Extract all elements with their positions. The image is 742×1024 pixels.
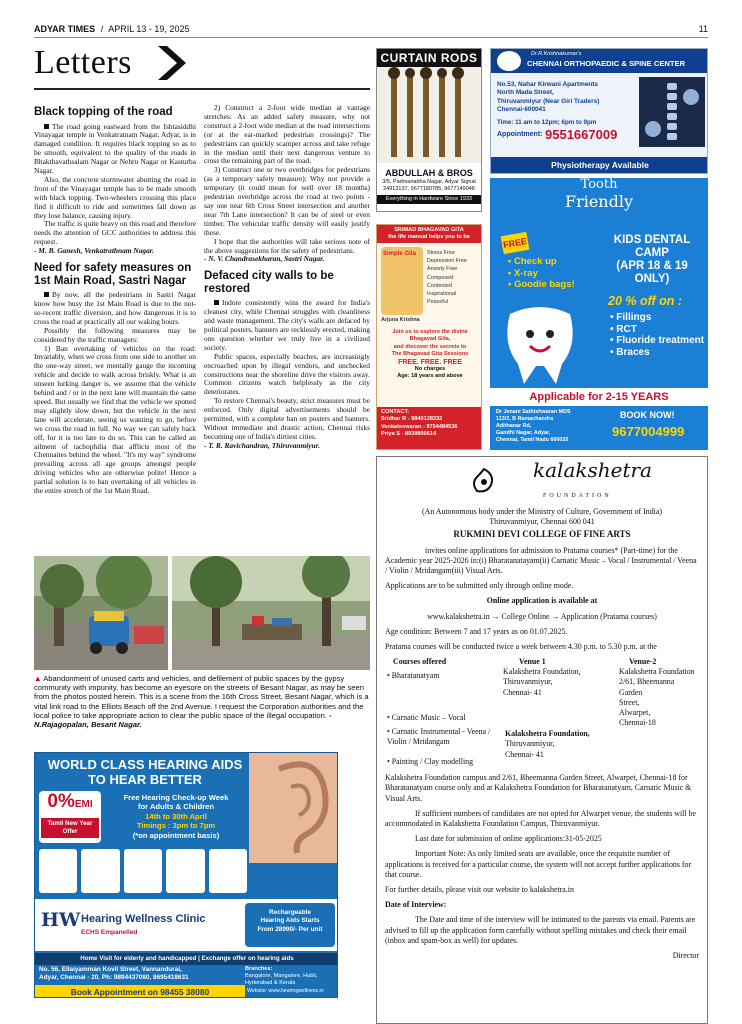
venue1-b: Kalakshetra Foundation, Thiruvanmiyur, Chennai- 41: [505, 729, 590, 759]
ad-hearing: [34, 752, 338, 998]
hearing-clinic-logo-icon: HW: [41, 909, 81, 931]
ad-curtain-address: 3/5, Padmanabha Nagar, Adyar Signal: [382, 179, 476, 185]
letter-paragraph: 2) Construct a 2-foot wide median at vantage stretches: As an added safety measure, why not construct a 2-foot wide median at the road intersections (or at the ear-marked pedestrian crossings)? The pedestrians can quickly scamper across and take refuge in the median until their next dangerous venture to cross the remaining part of the road.: [204, 104, 370, 166]
kalakshetra-intro: invites online applications for admission to Pratama courses* (Part-time) for the Academic year 2025-2026 in:(i) Bharatanatayam(ii) Carnatic Music – Vocal / Instrumental / Veena / Violin / Mridangam(iii) Visual Arts.: [385, 545, 697, 576]
ad-dental-book: BOOK NOW!: [620, 410, 675, 420]
course-item: • Painting / Clay modelling: [387, 757, 474, 767]
ad-dental-free-items: • Check up • X-ray • Goodie bags!: [508, 256, 575, 290]
ad-ortho-banner: [491, 49, 708, 73]
street-photo-2: [172, 556, 370, 670]
ad-hearing-emi-offer: Tamil New Year Offer: [41, 818, 99, 838]
kalakshetra-signoff: Director: [672, 951, 699, 961]
ad-gita-simple: Simple Gita: [383, 251, 417, 257]
letter-paragraph: Possibly the following measures may be considered by the traffic managers:: [34, 325, 196, 344]
ad-ortho-footer: Physiotherapy Available: [491, 157, 708, 173]
square-bullet-icon: [214, 300, 219, 305]
ad-curtain-title: CURTAIN RODS: [377, 49, 481, 67]
letter-paragraph: Indore consistently wins the award for India's cleanest city, while Chennai struggles with cleanliness and waste management. The city's walls are defaced by political posters, banners are recklessly erected, making one question whether we truly live in a civilized society.: [204, 298, 370, 352]
ad-hearing-emi-suffix: EMI: [74, 799, 93, 810]
kalakshetra-body-line: (An Autonomous body under the Ministry of Culture, Government of India): [422, 507, 662, 516]
kalakshetra-logo-row: [385, 458, 699, 507]
ad-dental: [490, 178, 708, 450]
kalakshetra-logo-sub: FOUNDATION: [543, 493, 612, 499]
ad-curtain-phones: 24913137, 9677180785, 9677149048: [383, 186, 475, 192]
kalakshetra-emblem-icon: [469, 467, 499, 497]
kalakshetra-college: RUKMINI DEVI COLLEGE OF FINE ARTS: [453, 529, 631, 540]
kalakshetra-important: Important Note: As only limited seats are available, once the requisite number of applications is received for a particular course, the system will not accept further applications for that course.: [385, 849, 692, 879]
ad-dental-brand: Tooth: [580, 178, 618, 192]
letter-heading: Defaced city walls to be restored: [204, 270, 334, 295]
hearing-aid-icon: [39, 849, 77, 893]
ad-hearing-checkup: Free Hearing Check-up Week for Adults & Children 14th to 30th April Timings : 3pm to 7pm (*on appointment basis): [123, 793, 229, 840]
course-item: • Carnatic Music – Vocal: [387, 713, 466, 723]
section-title: Letters: [34, 44, 132, 81]
kalakshetra-logo-text: kalakshetra: [533, 458, 652, 482]
hearing-aid-icon: [124, 849, 162, 893]
kalakshetra-interview-text: The Date and time of the interview will be intimated to the parents via email. Parents are advised to fill up the application form carefully without spelling mistakes and check their email (inbox and spam-box as well) for updates.: [385, 915, 696, 945]
ad-gita-benefits: Stress Free Depression Free Anxiety Free Composed Contented Inspirational Peaceful: [427, 250, 467, 306]
kalakshetra-online-only: Applications are to be submitted only through online mode.: [385, 581, 574, 591]
street-photo-1-image: [34, 556, 168, 670]
paper-name: ADYAR TIMES: [34, 24, 96, 34]
kalakshetra-notice: [376, 456, 708, 1024]
ad-ortho-address: No.53, Nahar Kirwani Apartments North Mada Street, Thiruvanmiyur (Near Giri Traders) Chennai-600041: [497, 81, 600, 114]
venue2: Kalakshetra Foundation 2/61, Bheemanna Garden Street, Alwarpet, Chennai-18: [619, 667, 695, 728]
ad-dental-discount: 20 % off on :: [608, 294, 683, 308]
ad-hearing-title: WORLD CLASS HEARING AIDS TO HEAR BETTER: [47, 757, 243, 787]
ad-ortho-appointment-label: Appointment:: [497, 131, 543, 138]
course-item: • Bharatanatyam: [387, 671, 440, 681]
page-number: 11: [698, 24, 708, 34]
letter-signature: - T. R. Ravichandran, Thiruvanmiyur.: [204, 440, 320, 450]
triangle-up-icon: ▲: [34, 674, 42, 683]
ad-ortho-doctor: Dr.R.Krishnakumar's: [531, 51, 582, 57]
letter-paragraph: Public spaces, especially beaches, are increasingly encroached upon by illegal vendors, and unchecked constructions near the shoreline drive the visitors away. Common citizens watch helplessly as the city deteriorates.: [204, 351, 370, 397]
ad-curtain-tagline: Everything in Hardware Since 1933: [377, 195, 481, 204]
letter-paragraph: The road going eastward from the Ishtasiddhi Vinayagar temple in Venkatratnam Nagar, Adyar, is in damaged condition. It requires black topping so as to be smooth, equivalent to the quality of the roads in Bhakthavathsalam Nagar or Nehru Nagar or Kasturba Nagar.: [34, 121, 196, 176]
kalakshetra-campus-note: Kalakshetra Foundation campus and 2/61, Bheemanna Garden Street, Alwarpet, Chennai-18 for Bharatanatyam course only and at Kalakshetra Foundation for Bharatanatyam, Carnatic Music & Visual Arts.: [385, 773, 692, 803]
ad-hearing-home-visit: Home Visit for elderly and handicapped | Exchange offer on hearing aids: [35, 953, 338, 965]
letter-paragraph: 3) Construct one or two overbridges for pedestrians (as a temporary safety measure): Why not provide a temporary (it could mean for well over 18 months) pedestrian overbridge across the road at two points - say one near 6th Cross Street intersection and another near 7th Lane intersection? It can be of steel or even timber. The vehicular traffic density will easily justify these.: [204, 165, 370, 237]
course-item: • Carnatic Instrumental - Veena / Violin / Mridangam: [387, 727, 491, 747]
ad-curtain-rods: [376, 48, 482, 212]
ad-hearing-emi: 0%: [47, 791, 75, 812]
ad-ortho: [490, 48, 708, 174]
kalakshetra-online-heading: Online application is available at: [486, 596, 598, 606]
table-header: Venue-2: [629, 657, 657, 667]
letters-column-1: [34, 104, 196, 550]
kalakshetra-online-path: www.kalakshetra.in → College Online → Application (Pratama courses): [427, 611, 657, 621]
ad-hearing-clinic: Hearing Wellness Clinic: [81, 913, 206, 925]
kalakshetra-courses-table: [385, 657, 699, 773]
page-header: [34, 24, 708, 38]
chevron-right-icon: [158, 46, 186, 80]
ear-icon: [249, 753, 338, 863]
ad-dental-camp: KIDS DENTAL CAMP (APR 18 & 19 ONLY): [613, 234, 691, 285]
letter-heading: Black topping of the road: [34, 106, 173, 118]
ad-gita-names: Arjuna Krishna: [381, 317, 420, 323]
letter-heading: Need for safety measures on 1st Main Road, Sastri Nagar: [34, 262, 192, 287]
hearing-aid-icon: [209, 849, 247, 893]
letter-paragraph: Also, the concrete stormwater abutting the road in front of the Vinayagar temple has to be made smooth with black topping. Two-wheelers crossing this place find it difficult to ride and sometimes fall down as they lose balance, causing injury.: [34, 174, 196, 220]
hearing-aid-icon: [81, 849, 119, 893]
ad-hearing-rechargeable: Rechargeable Hearing Aids Starts From 28990/- Per unit: [245, 903, 335, 947]
photo-caption-text: Abandonment of unused carts and vehicles, and defilement of public spaces by the gypsy community with impunity, has become an eyesore on the streets of Besant Nagar, as may be seen from the photos posted herein. This is a scene from the 16th Cross Street, Besant Nagar, which is a vital link road to the Elliots Beach off the 2nd Avenue. I request the Corporation authorities and the local police to take appropriate action to clear the public space of the illegal occupation.: [34, 674, 369, 720]
ad-curtain-brand: ABDULLAH & BROS: [385, 168, 473, 178]
ad-hearing-empanelled: ECHS Empanelled: [81, 929, 138, 936]
ortho-logo-icon: [497, 51, 521, 71]
table-header: Venue 1: [519, 657, 546, 667]
ad-hearing-book: Book Appointment on 98455 38080: [35, 985, 245, 998]
kalakshetra-age: Age condition: Between 7 and 17 years as on 01.07.2025.: [385, 626, 568, 636]
ad-dental-phone: 9677004999: [612, 424, 685, 439]
ad-gita: [376, 224, 482, 450]
letter-signature: - N. V. Chandrasekharan, Sastri Nagar.: [204, 254, 325, 264]
header-sep: /: [100, 24, 104, 34]
kalakshetra-accommodation: If sufficient numbers of candidates are not opted for Alwarpet venue, the students will be accommodated in Kalakshetra Foundation Campus, Thiruvanmiyur.: [385, 808, 696, 829]
photo-caption: [34, 674, 370, 729]
ad-hearing-address: No. 56, Ellaiyamman Kovil Street, Vannandurai, Adyar, Chennai - 20. Ph: 9894437080, 8695418631: [39, 966, 189, 981]
kalakshetra-last-date: Last date for submission of online applications:31-05-2025: [415, 834, 602, 844]
ad-dental-discount-items: • Fillings • RCT • Fluoride treatment • Braces: [610, 312, 705, 358]
square-bullet-icon: [44, 124, 49, 129]
hearing-aid-icon: [166, 849, 204, 893]
ad-gita-contacts: CONTACT: Sridhar R - 9840128332 Venkateswaran - 9754484536 Priya S - 8939800614: [377, 407, 482, 449]
gita-illustration: [381, 247, 423, 315]
kalakshetra-details: For further details, please visit our website to kalakshetra.in: [385, 885, 574, 895]
ad-ortho-name: CHENNAI ORTHOPAEDIC & SPINE CENTER: [527, 59, 686, 68]
ad-hearing-website: Website: www.hearingwellness.in: [247, 988, 324, 994]
hearing-aid-products: [39, 849, 247, 893]
letters-column-2: [204, 104, 370, 550]
ad-ortho-phone: 9551667009: [545, 127, 618, 142]
letter-signature: - M. B. Ganesh, Venkatrathnam Nagar.: [34, 246, 155, 256]
kalakshetra-address: Thiruvanmiyur, Chennai 600 041: [489, 517, 595, 527]
ad-hearing-emi-box: [39, 791, 101, 843]
section-rule: [34, 88, 370, 90]
photo-caption-signature: - N.Rajagopalan, Besant Nagar.: [34, 710, 332, 730]
letter-paragraph: To restore Chennai's beauty, strict measures must be enforced. Only digital advertisements should be permitted, with a complete ban on posters and banners. Without immediate and drastic action, Chennai risks becoming one of India's dirtiest cities.: [204, 396, 370, 441]
ad-dental-applicable: Applicable for 2-15 YEARS: [490, 388, 708, 406]
issue-date: APRIL 13 - 19, 2025: [108, 24, 190, 34]
letter-paragraph: The traffic is quite heavy on this road and therefore needs the attention of GCC authorities to address this request.: [34, 219, 196, 247]
street-photo-2-image: [172, 556, 370, 670]
kalakshetra-schedule: Pratama courses will be conducted twice a week between 4.30 p.m. to 5.30 p.m. at the: [385, 642, 657, 652]
square-bullet-icon: [44, 292, 49, 297]
street-photo-1: [34, 556, 168, 670]
ad-dental-free-badge: FREE: [501, 232, 530, 254]
kalakshetra-interview-heading: Date of Interview:: [385, 900, 447, 910]
letter-paragraph: 1) Ban overtaking of vehicles on the road: Invariably, when we cross from one side to another on the one-way street, we mentally gauge the incoming vehicle and decide to walk across briskly. What is an unseen lurking danger is, we assume that the vehicle behind and / or in the next lane will maintain the same speed. But usually we find that the vehicle we spotted may slightly slow down, but the vehicle in the next lane will accelerate, seeing us wanting to go, before we cross the road in full. No way we can safely back off, for it is too late to do so. This can be called an ailment of tachophilia that afflicts most of the Chennaites behind the wheel. "It's my way" syndrome prevailing across all age groups amongst people driving vehicles who are otherwise polite! Hence a partial solution is to ban overtaking of all vehicles in the entire stretch of the 1st Main Road.: [34, 343, 196, 496]
spine-xray-icon: [639, 77, 705, 147]
letter-paragraph: By now, all the pedestrians in Sastri Nagar know how busy the 1st Main Road is due to the not-so-recent traffic diversion, and how dangerous it is to cross the road at practically all our waking hours.: [34, 290, 196, 326]
ad-hearing-branches: Branches: Bangalore, Mangalore, Hubli, Hyderabad & Kerala: [245, 966, 318, 986]
venue1-a: Kalakshetra Foundation, Thiruvanmiyur, Chennai- 41: [503, 667, 581, 697]
ad-dental-brand-bottom: Friendly: [564, 192, 634, 211]
curtain-rods-image: [377, 67, 482, 163]
ad-gita-title: SRIMAD BHAGAVAD GITA the life manual helps you to be: [377, 225, 481, 243]
ad-gita-invite: Join us to explore the divine Bhagavad Gita, and discover the secrets to The Bhagavad Gita Sessions FREE. FREE. FREE No charges Age: 18 years and above: [391, 329, 469, 380]
ad-dental-doctor: Dr Jenani Sathishwaran MDS 113/2, B Ramachandra Adithanar Rd, Gandhi Nagar, Adyar, Chennai, Tamil Nadu 600020: [496, 409, 571, 443]
ad-hearing-clinic-band: [35, 899, 338, 951]
letter-paragraph: I hope that the authorities will take serious note of the above suggestions for the safety of pedestrians.: [204, 236, 370, 255]
tooth-mascot-icon: [500, 304, 580, 386]
ad-ortho-time: Time: 11 am to 12pm; 6pm to 9pm: [497, 119, 597, 126]
table-header: Courses offered: [393, 657, 447, 667]
